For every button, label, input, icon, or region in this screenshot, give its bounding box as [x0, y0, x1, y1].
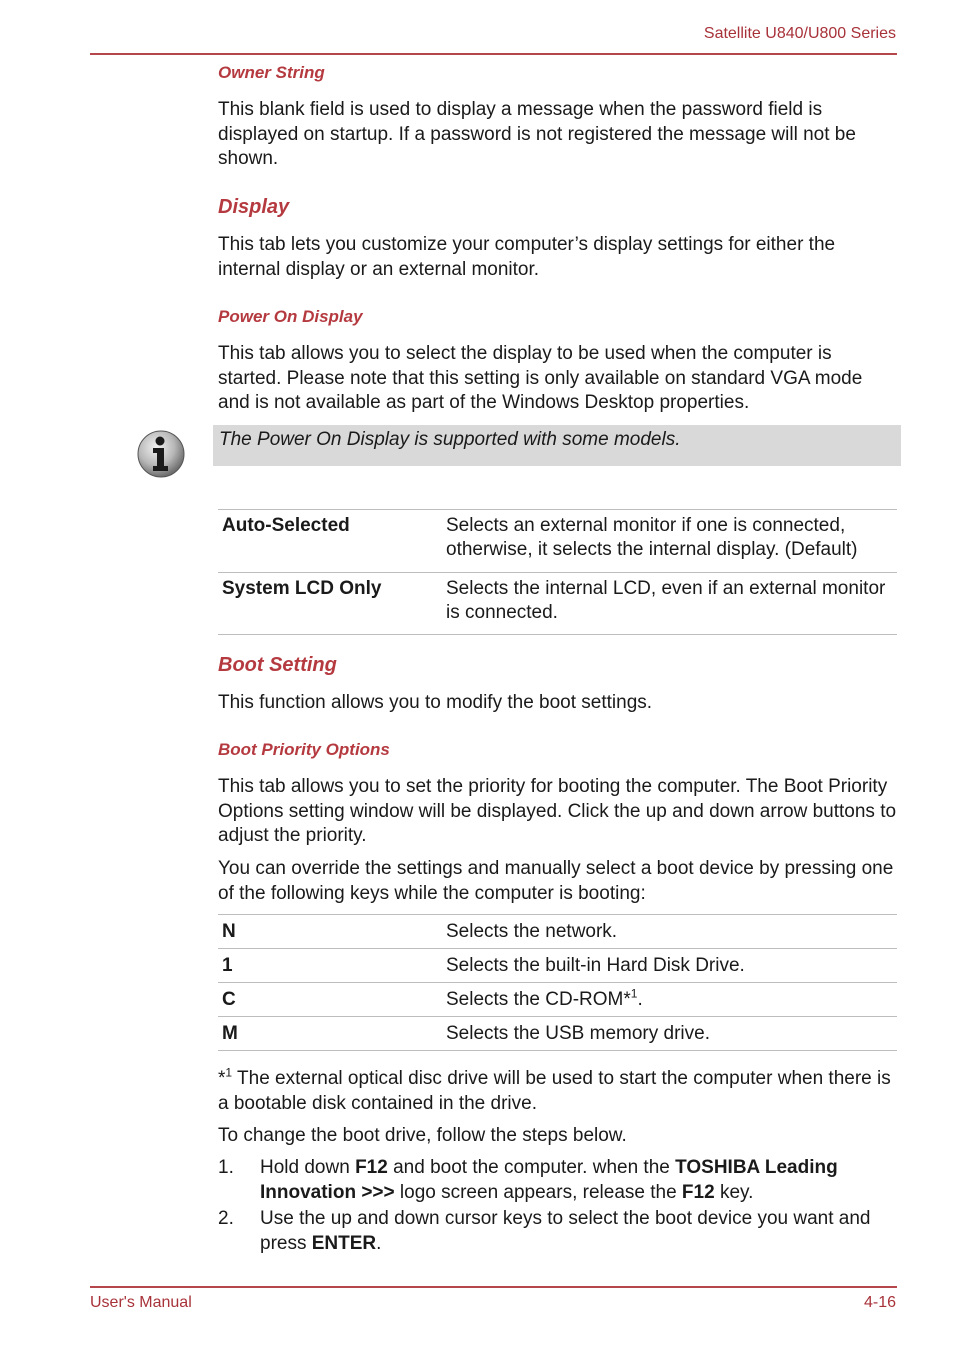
table-row	[218, 949, 897, 983]
table-row	[218, 983, 897, 1017]
value-suffix: .	[637, 989, 643, 1010]
step-text-part: and boot the computer. when the	[387, 1157, 676, 1178]
step-text-part: key.	[714, 1181, 754, 1203]
value-cell: Selects the built-in Hard Disk Drive.	[446, 955, 745, 976]
steps-intro: To change the boot drive, follow the steps below.	[218, 1125, 627, 1146]
page-number: 4-16	[863, 1294, 896, 1311]
key-cell: 1	[222, 955, 233, 976]
key-f12: F12	[355, 1157, 388, 1178]
table-row	[218, 1017, 897, 1051]
boot-priority-body-2: You can override the settings and manually select a boot device by pressing one of the following keys while the computer is booting:	[218, 858, 894, 904]
display-options-table	[218, 509, 897, 635]
table-row	[218, 573, 897, 635]
option-key: Auto-Selected	[222, 515, 350, 536]
step-text-part: .	[376, 1232, 382, 1254]
power-on-display-body: This tab allows you to select the display to be used when the computer is started. Please note that this setting is only available on standard VGA mode and is not available as part of the Windows Desktop properties.	[218, 343, 863, 413]
boot-setting-body: This function allows you to modify the boot settings.	[218, 692, 653, 713]
step-text-part: Use the up and down cursor keys to select the boot device you want and press	[260, 1208, 871, 1254]
option-value: Selects an external monitor if one is connected, otherwise, it selects the internal display. (Default)	[446, 515, 858, 560]
footnote	[218, 1067, 898, 1116]
option-key: System LCD Only	[222, 578, 382, 599]
step-number: 1.	[218, 1157, 234, 1178]
step-text	[260, 1207, 890, 1256]
logo-text: TOSHIBA Leading Innovation >>>	[260, 1157, 838, 1203]
value-cell	[442, 983, 897, 1017]
key-cell: C	[222, 989, 236, 1010]
value-cell: Selects the network.	[446, 921, 618, 942]
key-cell: M	[222, 1023, 238, 1044]
heading-power-on-display: Power On Display	[218, 307, 363, 326]
footnote-marker: *	[218, 1068, 226, 1089]
boot-priority-body-1: This tab allows you to set the priority for booting the computer. The Boot Priority Options setting window will be displayed. Click the up and down arrow buttons to adjust the priority.	[218, 776, 897, 846]
key-enter: ENTER	[311, 1232, 377, 1254]
owner-string-body: This blank field is used to display a message when the password field is displayed on startup. If a password is not registered the message will not be shown.	[218, 99, 856, 169]
heading-boot-priority: Boot Priority Options	[218, 740, 390, 759]
running-header: Satellite U840/U800 Series	[703, 25, 896, 42]
key-f12: F12	[681, 1181, 715, 1203]
footnote-ref: 1	[630, 986, 638, 1001]
heading-boot-setting: Boot Setting	[218, 654, 337, 676]
header-rule	[90, 53, 897, 55]
boot-keys-table	[218, 914, 897, 1051]
footnote-number: 1	[225, 1065, 233, 1080]
value-cell: Selects the USB memory drive.	[446, 1023, 710, 1044]
display-body: This tab lets you customize your computer’s display settings for either the internal display or an external monitor.	[218, 234, 836, 280]
option-value: Selects the internal LCD, even if an external monitor is connected.	[446, 578, 886, 623]
step-text-part: Hold down	[260, 1157, 356, 1178]
table-row	[218, 915, 897, 949]
footer-manual-title: User's Manual	[90, 1294, 192, 1311]
key-cell: N	[222, 921, 236, 942]
step-text	[260, 1156, 890, 1205]
step-text-part: logo screen appears, release the	[394, 1181, 682, 1203]
info-icon	[136, 429, 186, 479]
heading-display: Display	[218, 196, 290, 218]
step-number: 2.	[218, 1208, 234, 1229]
heading-owner-string: Owner String	[218, 63, 325, 82]
footer-rule	[90, 1286, 897, 1288]
value-text: Selects the CD-ROM*	[446, 989, 631, 1010]
note-text: The Power On Display is supported with some models.	[219, 429, 681, 450]
footnote-text: The external optical disc drive will be used to start the computer when there is a bootable disk contained in the drive.	[218, 1068, 891, 1114]
table-row	[218, 510, 897, 573]
